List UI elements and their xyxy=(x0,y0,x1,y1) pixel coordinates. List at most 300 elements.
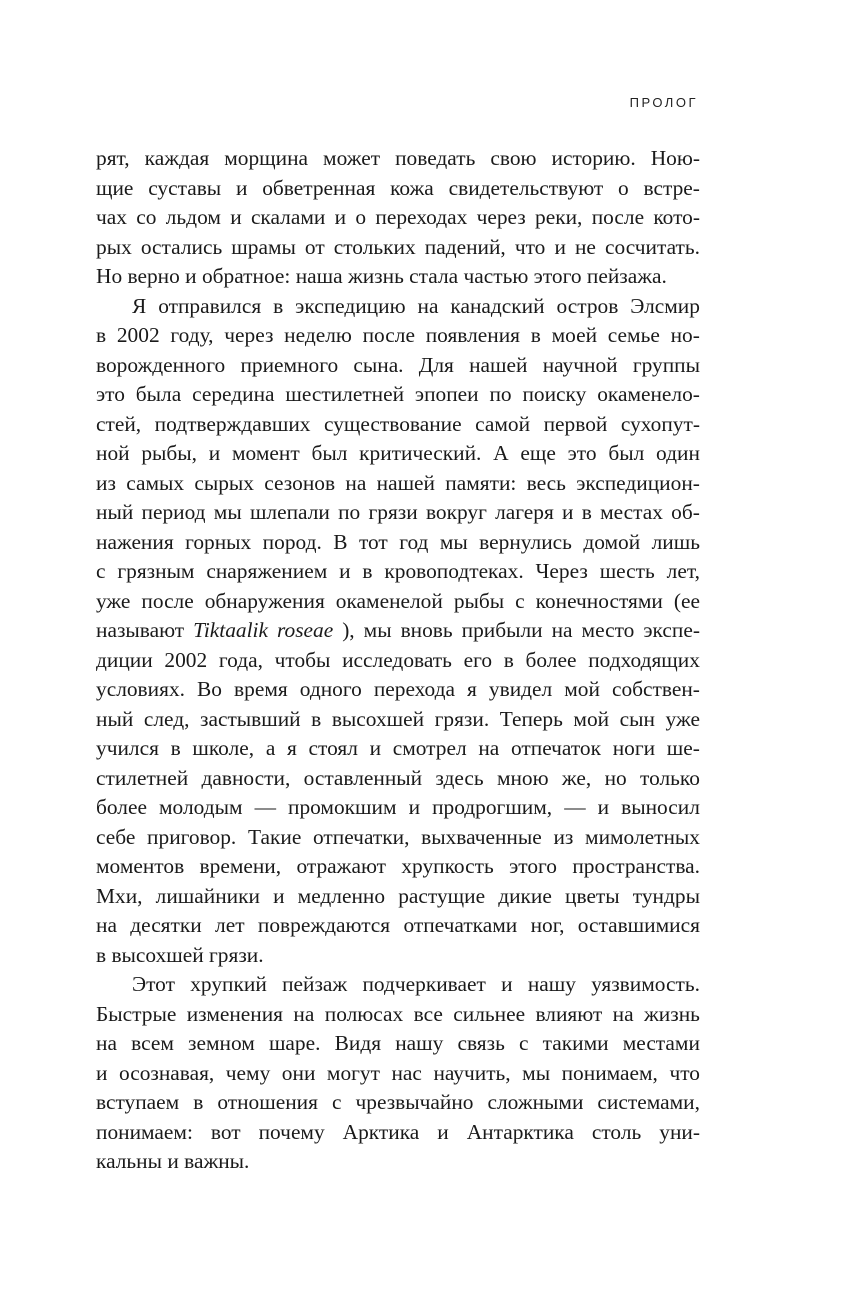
text-line xyxy=(96,174,700,204)
word: школе, xyxy=(192,736,255,760)
word: через xyxy=(224,323,274,347)
word: В xyxy=(333,529,348,554)
word: нашу xyxy=(527,972,576,996)
word: году, xyxy=(170,323,214,347)
word: весь xyxy=(526,470,566,495)
word: сосчитать. xyxy=(604,234,700,259)
word: свою xyxy=(490,146,537,170)
word: это xyxy=(96,382,125,406)
word: еще xyxy=(520,441,556,465)
word: влияют xyxy=(535,1001,603,1026)
word: шестилетней xyxy=(285,382,405,406)
word: всем xyxy=(131,1031,174,1055)
word: — xyxy=(564,795,586,819)
word: Арктика xyxy=(342,1119,420,1144)
word: Во xyxy=(197,677,222,701)
word: повреждаются xyxy=(257,913,391,937)
word: окаменелой xyxy=(335,588,443,613)
word: рых xyxy=(96,234,132,259)
text-line xyxy=(96,616,700,646)
word: молодым xyxy=(159,795,243,819)
word: время xyxy=(234,677,288,701)
word: обветренная xyxy=(262,175,376,200)
word: пейзаж xyxy=(282,972,348,996)
word: местах xyxy=(600,500,663,524)
word: Антарктика xyxy=(466,1119,574,1144)
word: нашей xyxy=(469,352,528,377)
word: после xyxy=(591,205,645,229)
word: в xyxy=(273,293,284,318)
word: лагеря xyxy=(495,500,554,524)
word: растущие xyxy=(398,883,486,908)
word: с xyxy=(96,559,106,583)
text-line xyxy=(96,970,700,1000)
word: же, xyxy=(561,765,592,790)
word: вернулись xyxy=(479,529,572,554)
word: промокшим xyxy=(288,795,397,819)
word: на xyxy=(293,1001,315,1026)
word: кровоподтеках. xyxy=(384,559,524,583)
word: сухопут- xyxy=(620,411,700,436)
word: осознавая, xyxy=(118,1060,215,1085)
word: десятки xyxy=(130,913,202,937)
word: появления xyxy=(425,323,520,347)
word: шаре. xyxy=(268,1031,321,1055)
word: этого xyxy=(509,854,557,878)
word: хрупкий xyxy=(190,972,267,996)
word: лет xyxy=(215,913,245,937)
word: а xyxy=(265,736,276,760)
word: середина xyxy=(192,382,275,406)
word: условиях. xyxy=(96,677,185,701)
word: со xyxy=(136,205,157,229)
word: памяти: xyxy=(445,470,517,495)
text-line xyxy=(96,144,700,174)
word: каждая xyxy=(144,146,210,170)
word: Ною- xyxy=(650,146,700,170)
word: шлепали xyxy=(249,500,330,524)
word: чтобы xyxy=(274,647,331,672)
word: диции xyxy=(96,647,153,672)
word: выносил xyxy=(621,795,700,819)
word: и xyxy=(230,205,242,229)
word: первой xyxy=(543,411,608,436)
word: на xyxy=(612,1001,634,1026)
word: и xyxy=(554,234,566,259)
word: группы xyxy=(632,352,700,377)
word: по xyxy=(338,500,361,524)
word: на xyxy=(96,1031,117,1055)
line-text: в высохшей грязи. xyxy=(96,942,264,967)
italic-word: roseae xyxy=(276,618,334,642)
word: Этот xyxy=(132,972,175,996)
word: сына. xyxy=(353,352,404,377)
word: пород. xyxy=(262,529,322,554)
word: уязвимость. xyxy=(591,972,700,996)
text-line xyxy=(96,528,700,558)
word: реки, xyxy=(535,205,583,229)
word: почему xyxy=(258,1119,325,1144)
word: канадский xyxy=(450,293,545,318)
word: поиску xyxy=(522,382,587,406)
word: но xyxy=(604,765,627,790)
word: моментов xyxy=(96,854,185,878)
text-line xyxy=(96,1147,700,1177)
word: ше- xyxy=(666,736,700,760)
text-line xyxy=(96,764,700,794)
word: А xyxy=(493,441,509,465)
word: самой xyxy=(475,411,531,436)
word: был xyxy=(608,441,645,465)
word: о xyxy=(355,205,367,229)
word: сложными xyxy=(487,1090,584,1114)
word: с xyxy=(331,1090,342,1114)
word: из xyxy=(553,824,574,849)
word: грязи xyxy=(368,500,418,524)
line-text: кальны и важны. xyxy=(96,1149,250,1173)
word: горных xyxy=(185,529,252,554)
word: в xyxy=(581,500,592,524)
word: себе xyxy=(96,824,136,849)
text-line xyxy=(96,734,700,764)
word: и xyxy=(408,795,421,819)
word: учился xyxy=(96,736,159,760)
word: ног, xyxy=(530,913,565,937)
word: об- xyxy=(671,500,700,524)
word: мы xyxy=(213,500,242,524)
word: тот xyxy=(358,529,388,554)
word: собствен- xyxy=(611,677,700,701)
text-line xyxy=(96,1000,700,1030)
word: шесть xyxy=(599,559,655,583)
word: и xyxy=(334,205,347,229)
word: и xyxy=(501,972,513,996)
word: и xyxy=(562,500,574,524)
word: чах xyxy=(96,205,127,229)
text-line xyxy=(96,439,700,469)
word: момент xyxy=(232,441,300,465)
word: сын xyxy=(619,706,655,731)
word: местами xyxy=(622,1031,700,1055)
word: отпечаток xyxy=(510,736,602,760)
word: перехода xyxy=(373,677,455,701)
word: переходах xyxy=(375,205,468,229)
word: о xyxy=(618,175,629,200)
word: критический. xyxy=(359,441,482,465)
word: и xyxy=(273,883,285,908)
word: была xyxy=(135,382,182,406)
text-line xyxy=(96,469,700,499)
word: смотрел xyxy=(392,736,467,760)
word: в xyxy=(503,647,514,672)
word: времени, xyxy=(199,854,282,878)
word: ный xyxy=(96,706,134,731)
line-text: Но верно и обратное: наша жизнь стала частью этого пейзажа. xyxy=(96,264,667,288)
word: морщина xyxy=(224,146,309,170)
word: чрезвычайно xyxy=(355,1090,474,1114)
word: на xyxy=(478,736,500,760)
word: в xyxy=(193,1090,204,1114)
word: Для xyxy=(418,352,454,377)
word: кожа xyxy=(390,175,434,200)
word: на xyxy=(345,470,367,495)
word: ной xyxy=(96,441,130,465)
word: в xyxy=(170,736,181,760)
word: щие xyxy=(96,175,134,200)
word: из xyxy=(96,470,116,495)
word: отражают xyxy=(296,854,386,878)
word: экспедицион- xyxy=(576,470,700,495)
word: неделю xyxy=(284,323,352,347)
word: его xyxy=(463,647,493,672)
word: свидетельствуют xyxy=(448,175,604,200)
word: через xyxy=(476,205,526,229)
word: сильнее xyxy=(453,1001,526,1026)
text-line xyxy=(96,823,700,853)
text-line xyxy=(96,321,700,351)
word: ворожденного xyxy=(96,352,226,377)
word: нашей xyxy=(376,470,435,495)
word: кото- xyxy=(653,205,700,229)
word: дикие xyxy=(498,883,552,908)
word: понимаем, xyxy=(561,1060,658,1085)
word: рыбы, xyxy=(141,441,198,465)
word: тундры xyxy=(632,883,700,908)
word: поведать xyxy=(395,146,476,170)
word: и xyxy=(597,795,610,819)
word: остались xyxy=(140,234,223,259)
word: вокруг xyxy=(425,500,487,524)
word: конечностями xyxy=(535,588,663,613)
word: научить, xyxy=(433,1060,511,1085)
word: вступаем xyxy=(96,1090,180,1114)
word: системами, xyxy=(597,1090,700,1114)
text-line xyxy=(96,852,700,882)
word: рыбы xyxy=(453,588,505,613)
word: приемного xyxy=(240,352,339,377)
word: ный xyxy=(96,500,134,524)
word: Я xyxy=(132,293,147,318)
word: уже xyxy=(665,706,700,731)
word: увидел xyxy=(488,677,553,701)
word: столь xyxy=(591,1119,642,1144)
word: Элсмир xyxy=(630,293,700,318)
text-line xyxy=(96,911,700,941)
word: на xyxy=(551,618,573,642)
word: экспе- xyxy=(643,618,700,642)
word: период xyxy=(141,500,206,524)
word: Такие xyxy=(247,824,302,849)
word: семье xyxy=(607,323,660,347)
word: скалами xyxy=(250,205,326,229)
text-line xyxy=(96,1088,700,1118)
word: могут xyxy=(326,1060,380,1085)
word: что xyxy=(669,1060,700,1085)
text-line xyxy=(96,1029,700,1059)
word: одного xyxy=(299,677,362,701)
word: и xyxy=(369,736,382,760)
word: и xyxy=(96,1060,108,1085)
word: пространства. xyxy=(572,854,700,878)
word: подходящих xyxy=(588,647,700,672)
word: мы xyxy=(439,529,468,554)
word: рят, xyxy=(96,146,130,170)
word: снаряжением xyxy=(206,559,328,583)
word: 2002 xyxy=(116,323,160,347)
word: уже xyxy=(96,588,131,613)
word: в xyxy=(362,559,373,583)
word: на xyxy=(417,293,439,318)
word: сезонов xyxy=(264,470,336,495)
text-line xyxy=(96,557,700,587)
word: лишь xyxy=(651,529,700,554)
word: земном xyxy=(188,1031,255,1055)
word: подтверждавших xyxy=(154,411,311,436)
word: но- xyxy=(670,323,700,347)
word: отправился xyxy=(158,293,262,318)
word: мы xyxy=(522,1060,551,1085)
word: мой xyxy=(564,677,600,701)
word: они xyxy=(281,1060,316,1085)
word: Теперь xyxy=(499,706,563,731)
text-line xyxy=(96,793,700,823)
word: вот xyxy=(210,1119,241,1144)
word: нашу xyxy=(395,1031,444,1055)
word: моей xyxy=(551,323,598,347)
word: мною xyxy=(496,765,549,790)
text-line xyxy=(96,292,700,322)
text-line xyxy=(96,380,700,410)
text-line xyxy=(96,1118,700,1148)
word: связь xyxy=(457,1031,505,1055)
word: окаменело- xyxy=(597,382,700,406)
word: и xyxy=(208,441,221,465)
text-line xyxy=(96,410,700,440)
word: отпечатки, xyxy=(313,824,410,849)
word: я xyxy=(467,677,477,701)
word: (ее xyxy=(673,588,700,613)
word: нас xyxy=(391,1060,422,1085)
word: высохшей xyxy=(331,706,425,731)
word: стольких xyxy=(333,234,416,259)
word: ), xyxy=(342,618,355,642)
word: после xyxy=(362,323,415,347)
word: исследовать xyxy=(342,647,452,672)
word: след, xyxy=(143,706,190,731)
word: и xyxy=(339,559,351,583)
word: лет, xyxy=(666,559,700,583)
word: полюсах xyxy=(324,1001,404,1026)
word: цветы xyxy=(565,883,620,908)
word: может xyxy=(323,146,381,170)
word: отпечатками xyxy=(403,913,518,937)
word: мой xyxy=(573,706,610,731)
word: называют xyxy=(96,618,185,642)
word: прибыли xyxy=(461,618,543,642)
word: подчеркивает xyxy=(362,972,486,996)
word: существование xyxy=(324,411,462,436)
word: Мхи, xyxy=(96,883,143,908)
text-line xyxy=(96,1059,700,1089)
word: с xyxy=(515,588,525,613)
word: шрамы xyxy=(231,234,296,259)
word: оставленный xyxy=(303,765,423,790)
word: после xyxy=(141,588,194,613)
word: домой xyxy=(583,529,641,554)
word: Видя xyxy=(334,1031,382,1055)
word: все xyxy=(413,1001,443,1026)
word: научной xyxy=(542,352,618,377)
word: медленно xyxy=(297,883,386,908)
word: здесь xyxy=(435,765,484,790)
word: встре- xyxy=(643,175,700,200)
word: эпопеи xyxy=(414,382,479,406)
word: более xyxy=(96,795,147,819)
word: жизнь xyxy=(644,1001,700,1026)
word: грязи. xyxy=(434,706,490,731)
word: ноги xyxy=(612,736,656,760)
word: стилетней xyxy=(96,765,189,790)
word: грязным xyxy=(117,559,195,583)
word: приговор. xyxy=(147,824,237,849)
word: я xyxy=(287,736,297,760)
word: место xyxy=(581,618,635,642)
word: вновь xyxy=(400,618,453,642)
word: Быстрые xyxy=(96,1001,177,1026)
word: выхваченные xyxy=(421,824,542,849)
text-line xyxy=(96,705,700,735)
word: продрогшим, xyxy=(432,795,553,819)
word: экспедицию xyxy=(295,293,406,318)
word: это xyxy=(567,441,597,465)
body-text xyxy=(96,144,700,1177)
word: лишайники xyxy=(155,883,260,908)
word: — xyxy=(254,795,276,819)
word: обнаружения xyxy=(204,588,325,613)
word: самых xyxy=(126,470,185,495)
text-line xyxy=(96,675,700,705)
word: по xyxy=(489,382,512,406)
text-line xyxy=(96,498,700,528)
word: застывший xyxy=(200,706,301,731)
text-line xyxy=(96,646,700,676)
word: более xyxy=(525,647,577,672)
word: уни- xyxy=(659,1119,700,1144)
word: в xyxy=(530,323,541,347)
word: сырых xyxy=(194,470,254,495)
word: в xyxy=(311,706,322,731)
word: и xyxy=(235,175,248,200)
word: льдом xyxy=(165,205,221,229)
running-head: ПРОЛОГ xyxy=(629,95,698,110)
word: историю. xyxy=(551,146,636,170)
word: 2002 xyxy=(164,647,208,672)
word: и xyxy=(437,1119,449,1144)
word: давности, xyxy=(201,765,291,790)
word: на xyxy=(96,913,117,937)
word: мы xyxy=(363,618,392,642)
text-line xyxy=(96,351,700,381)
word: года, xyxy=(218,647,263,672)
word: был xyxy=(311,441,348,465)
text-line xyxy=(96,262,700,292)
word: падений, xyxy=(424,234,506,259)
word: остров xyxy=(556,293,619,318)
word: Через xyxy=(535,559,588,583)
text-line xyxy=(96,882,700,912)
text-line xyxy=(96,587,700,617)
text-line xyxy=(96,941,700,971)
